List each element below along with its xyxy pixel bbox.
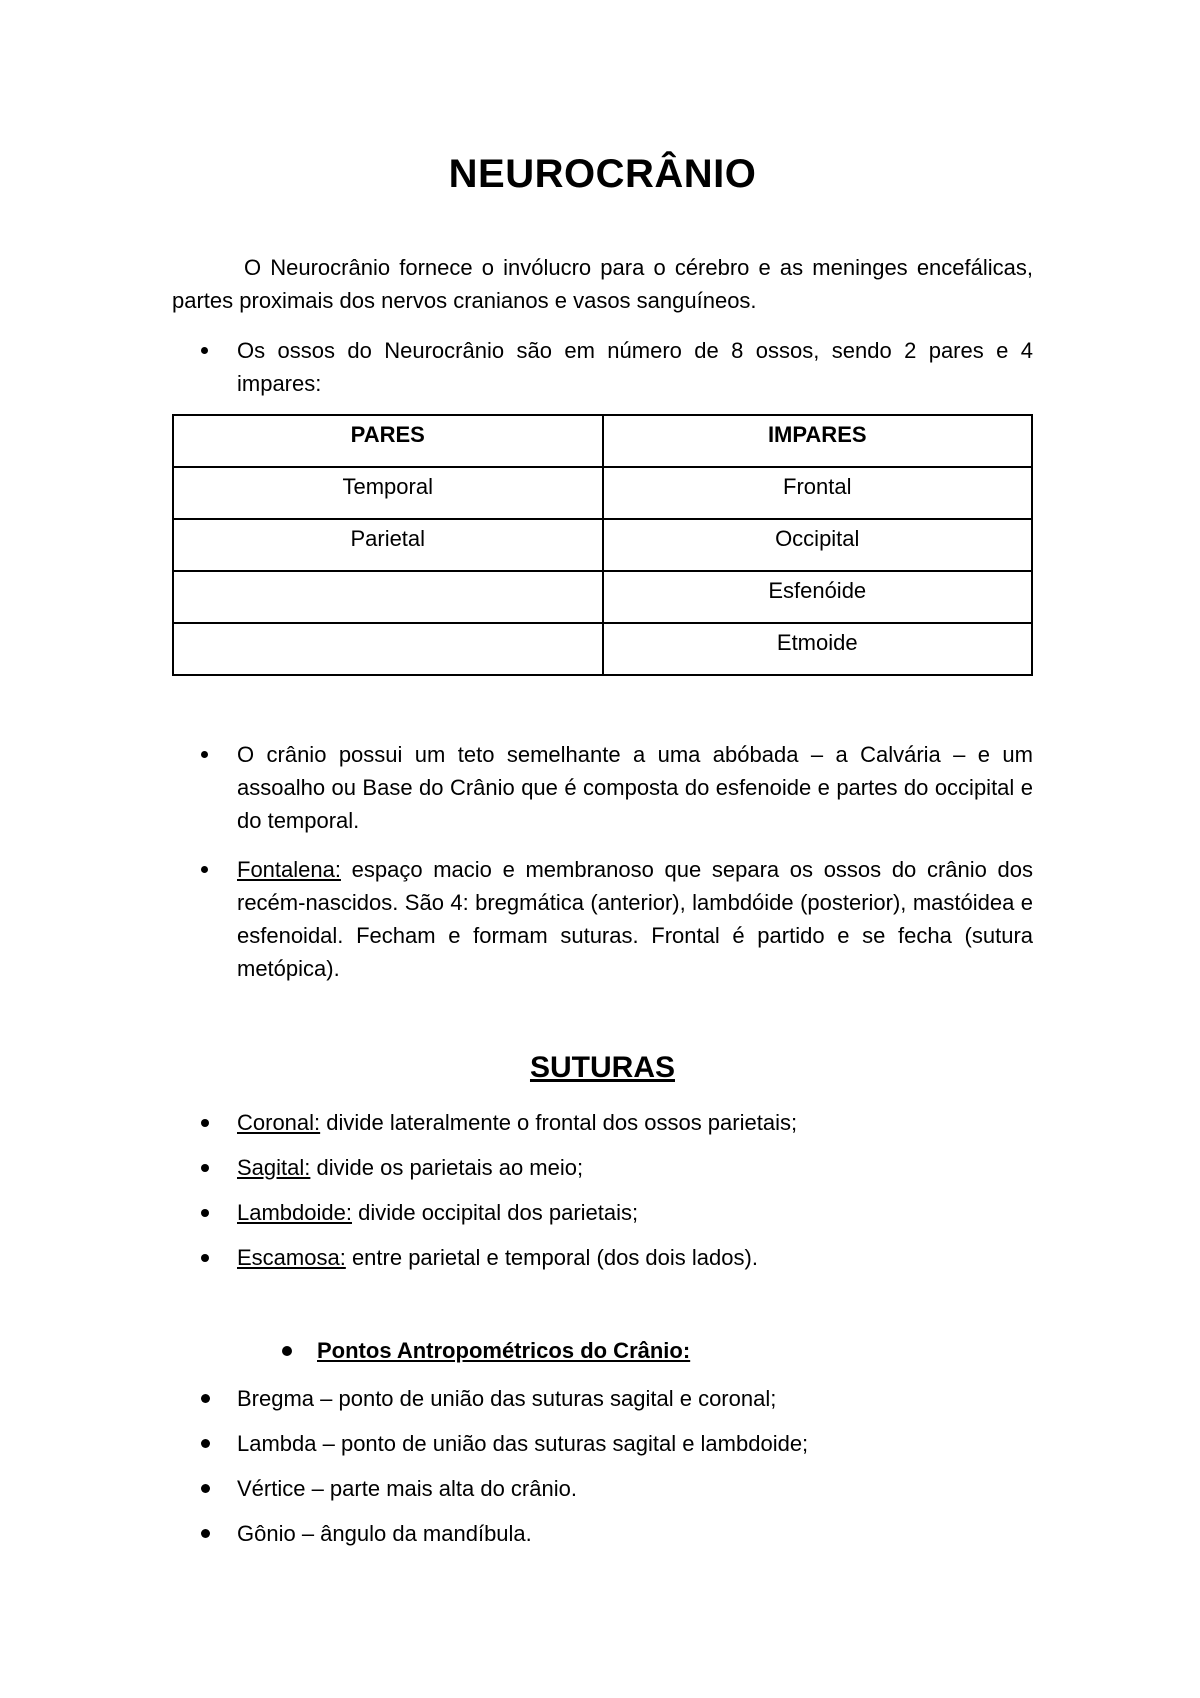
list-item-fontanela (172, 853, 1033, 985)
suturas-list (172, 1106, 1033, 1286)
table-cell: Parietal (173, 519, 603, 571)
sutura-text: divide os parietais ao meio; (310, 1155, 584, 1180)
cranio-description-list (172, 738, 1033, 1001)
bones-count-list (172, 334, 1033, 400)
list-item-vertice: Vértice – parte mais alta do crânio. (172, 1472, 1033, 1505)
pontos-heading-text: Pontos Antropométricos do Crânio: (317, 1338, 691, 1363)
list-item-coronal (172, 1106, 1033, 1139)
bones-table (172, 414, 1033, 676)
list-item-bregma: Bregma – ponto de união das suturas sagital e coronal; (172, 1382, 1033, 1415)
sutura-text: entre parietal e temporal (dos dois lados). (345, 1245, 758, 1270)
table-row (173, 623, 1032, 675)
list-item-calvaria (172, 738, 1033, 837)
table-cell: Etmoide (603, 623, 1033, 675)
table-cell: Occipital (603, 519, 1033, 571)
list-item-sagital (172, 1151, 1033, 1184)
suturas-heading: SUTURAS (529, 1051, 675, 1084)
table-header-row (173, 415, 1032, 467)
table-row (173, 519, 1032, 571)
sutura-text: divide lateralmente o frontal dos ossos parietais; (320, 1110, 798, 1135)
sutura-label: Lambdoide: (237, 1200, 352, 1225)
table-cell (173, 571, 603, 623)
pontos-heading (172, 1334, 1033, 1367)
list-item-text: espaço macio e membranoso que separa os ossos do crânio dos recém-nascidos. São 4: bregmática (anterior), lambdóide (posterior), mastóidea e esfenoidal. Fecham e formam suturas. Frontal é partido e se fecha (sutura metópica). (237, 857, 1033, 981)
pontos-heading-list (172, 1334, 1033, 1367)
fontanela-label: Fontalena: (237, 857, 341, 882)
table-header-impares: IMPARES (603, 415, 1033, 467)
intro-paragraph: O Neurocrânio fornece o invólucro para o cérebro e as meninges encefálicas, partes proximais dos nervos cranianos e vasos sanguíneos. (172, 255, 1033, 313)
table-cell (173, 623, 603, 675)
list-item: Os ossos do Neurocrânio são em número de 8 ossos, sendo 2 pares e 4 impares: (172, 334, 1033, 400)
list-item-escamosa (172, 1241, 1033, 1274)
sutura-label: Escamosa: (237, 1245, 346, 1270)
table-header-pares: PARES (173, 415, 603, 467)
table-cell: Temporal (173, 467, 603, 519)
table-cell: Esfenóide (603, 571, 1033, 623)
sutura-label: Coronal: (237, 1110, 321, 1135)
pontos-list (172, 1382, 1033, 1562)
table-cell: Frontal (603, 467, 1033, 519)
sutura-label: Sagital: (237, 1155, 311, 1180)
table-row (173, 571, 1032, 623)
table-row (173, 467, 1032, 519)
list-item-lambdoide (172, 1196, 1033, 1229)
list-item-gonio: Gônio – ângulo da mandíbula. (172, 1517, 1033, 1550)
page-title: NEUROCRÂNIO (448, 152, 757, 196)
list-item-lambda: Lambda – ponto de união das suturas sagital e lambdoide; (172, 1427, 1033, 1460)
sutura-text: divide occipital dos parietais; (351, 1200, 639, 1225)
list-item-text: O crânio possui um teto semelhante a uma abóbada – a Calvária – e um assoalho ou Base do Crânio que é composta do esfenoide e partes do occipital e do temporal. (237, 742, 1033, 833)
